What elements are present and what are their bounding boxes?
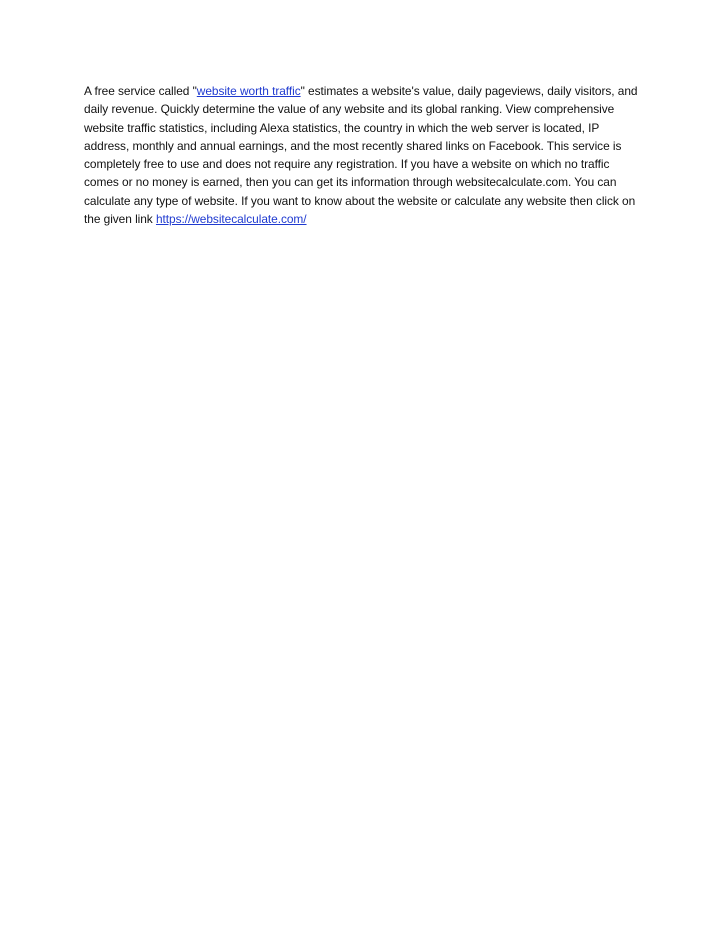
- paragraph-text-start: A free service called ": [84, 84, 197, 98]
- body-paragraph: [84, 82, 639, 228]
- paragraph-text-body: " estimates a website's value, daily pageviews, daily visitors, and daily revenue. Quickly determine the value of any website and its global ranking. View comprehensive website traffic statistics, including Alexa statistics, the country in which the web server is located, IP address, monthly and annual earnings, and the most recently shared links on Facebook. This service is completely free to use and does not require any registration. If you have a website on which no traffic comes or no money is earned, then you can get its information through websitecalculate.com. You can calculate any type of website. If you want to know about the website or calculate any website then click on the given link: [84, 84, 638, 227]
- website-worth-traffic-link[interactable]: website worth traffic: [196, 84, 301, 98]
- websitecalculate-url-link[interactable]: https://websitecalculate.com/: [155, 212, 307, 227]
